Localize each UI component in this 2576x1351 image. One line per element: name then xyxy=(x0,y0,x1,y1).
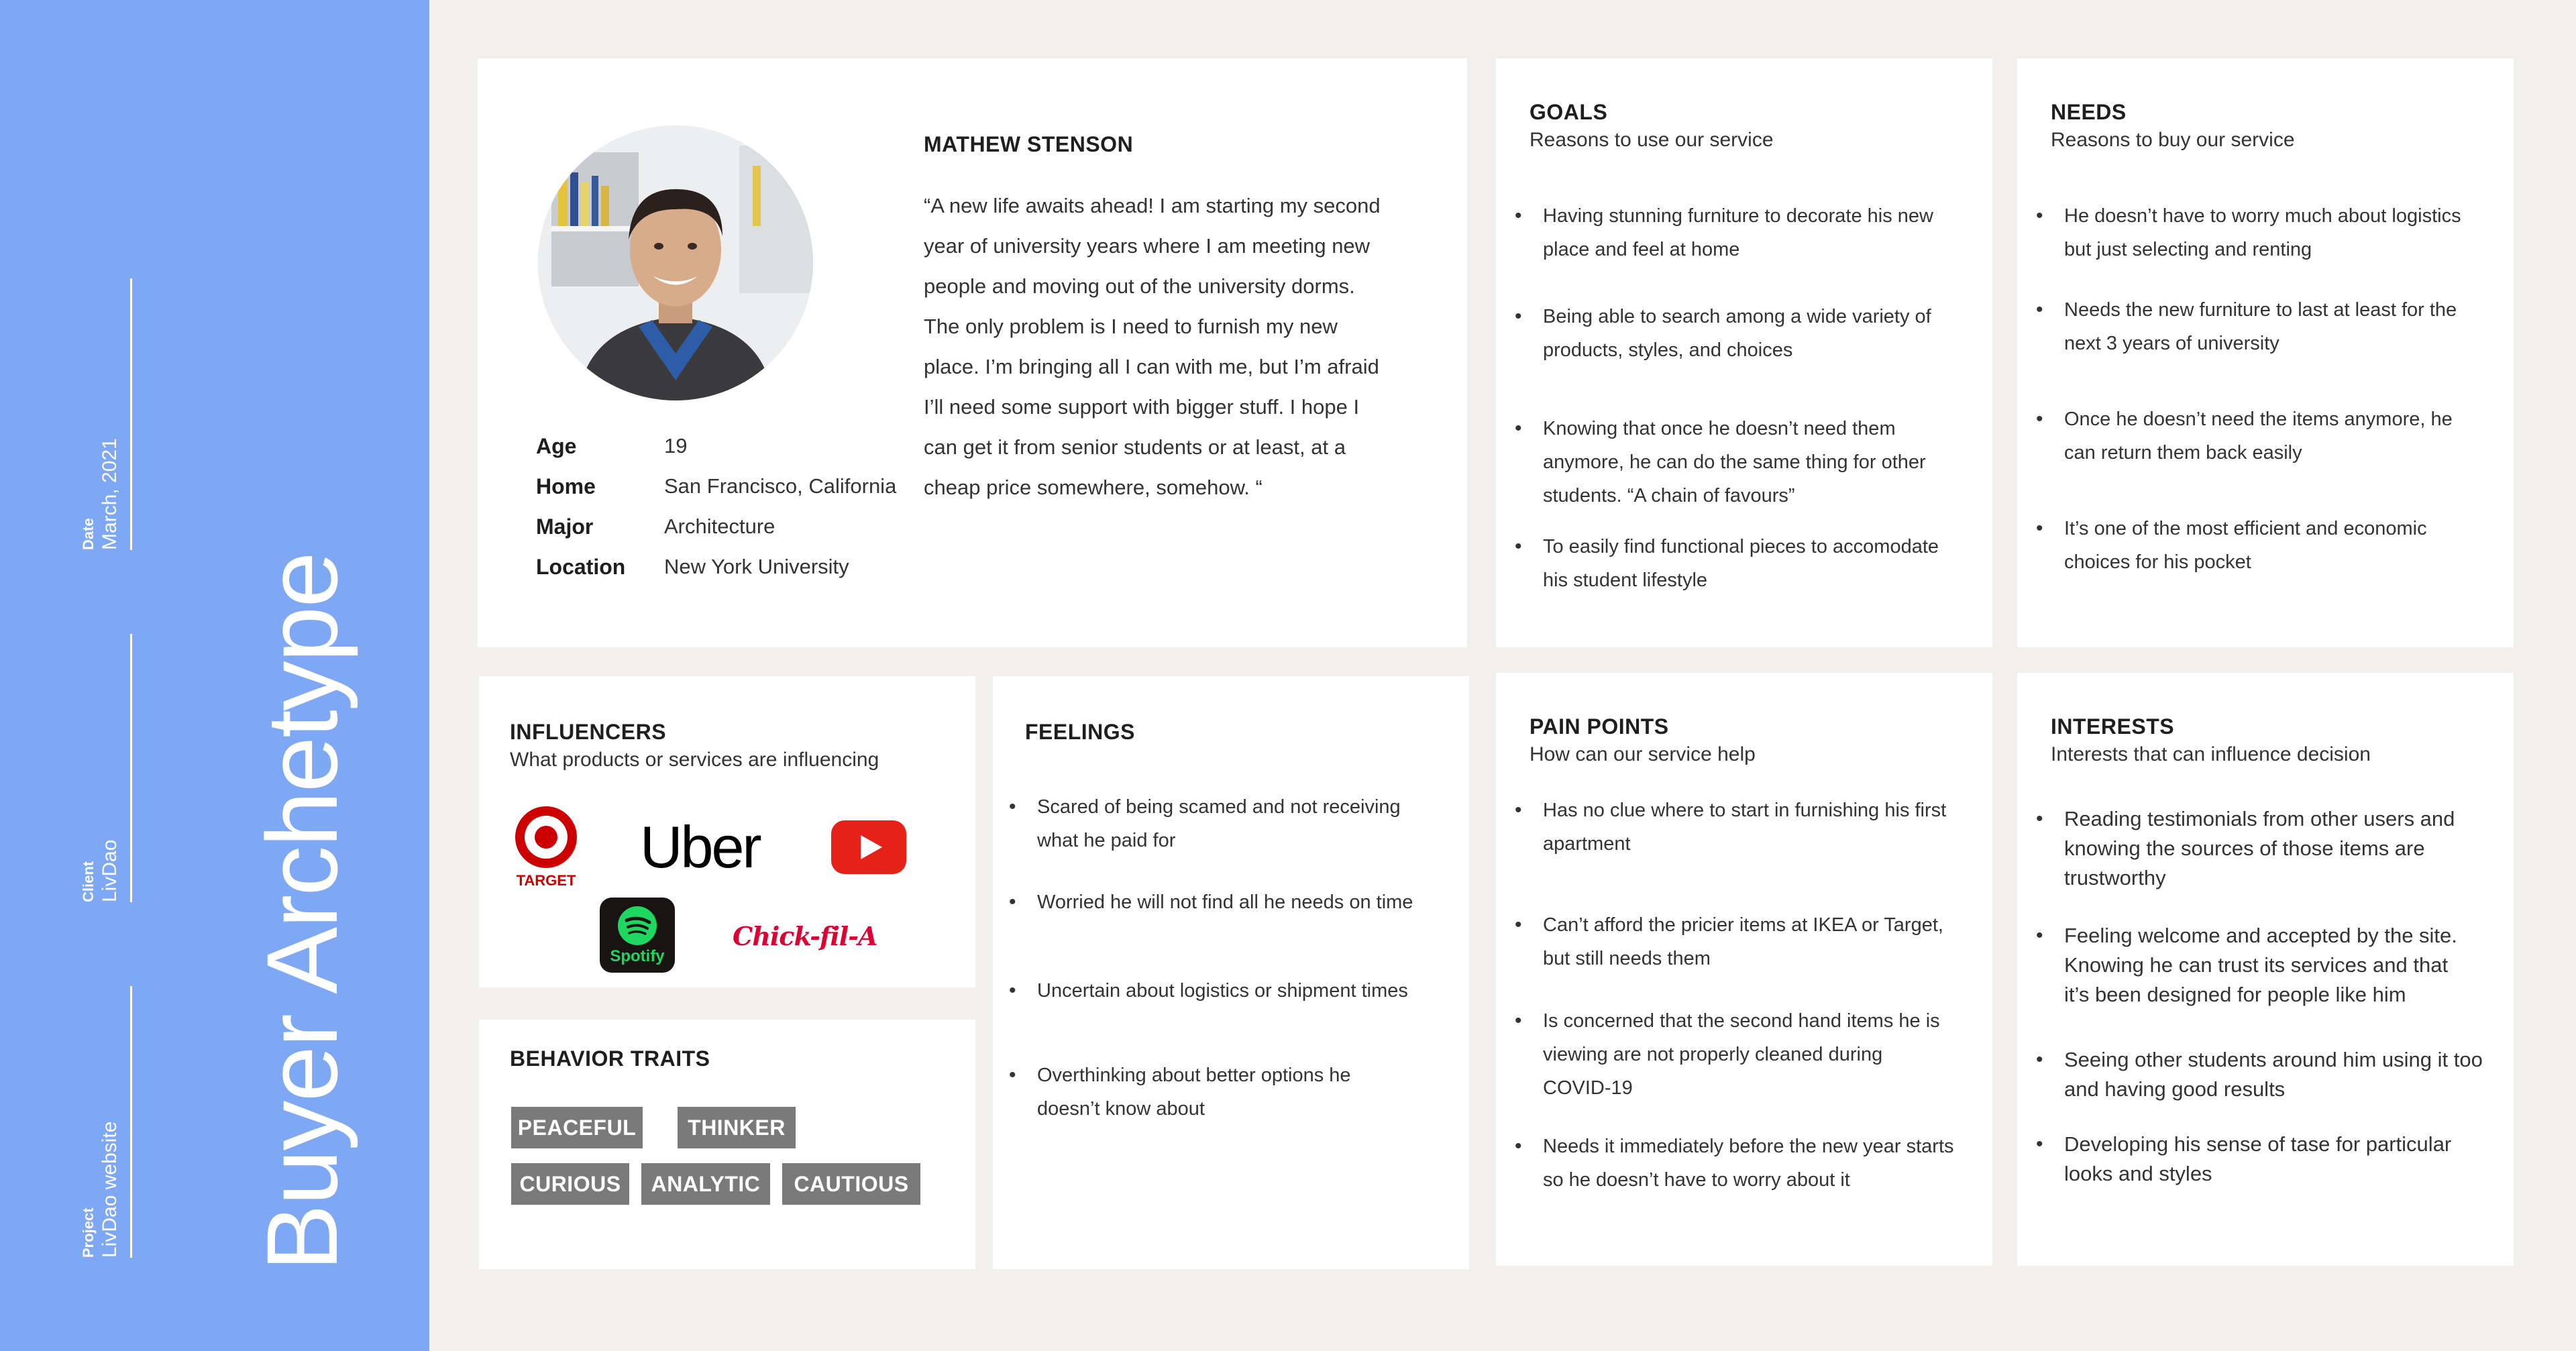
persona-name: MATHEW STENSON xyxy=(924,132,1134,156)
project-divider xyxy=(130,986,132,1258)
list-item-line: • Developing his sense of tase for particular xyxy=(2064,1132,2452,1156)
list-item xyxy=(1511,530,1980,597)
detail-label: Major xyxy=(536,515,594,539)
trait-tag-thinker: THINKER xyxy=(678,1107,796,1148)
trait-tag-cautious: CAUTIOUS xyxy=(782,1163,920,1205)
list-item xyxy=(1511,412,1980,512)
list-item-line: it’s been designed for people like him xyxy=(2064,983,2406,1006)
list-item-line: • Feeling welcome and accepted by the site. xyxy=(2064,924,2457,947)
list-item xyxy=(2032,199,2502,266)
target-icon xyxy=(513,805,580,872)
pain-points-card xyxy=(1496,673,1992,1266)
list-item-line: looks and styles xyxy=(2064,1162,2212,1185)
list-item-line: his student lifestyle xyxy=(1543,570,1708,591)
detail-value: Architecture xyxy=(664,515,775,538)
list-item-line: what he paid for xyxy=(1037,830,1176,851)
detail-value: San Francisco, California xyxy=(664,474,897,498)
date-meta xyxy=(79,438,122,550)
detail-value: New York University xyxy=(664,555,849,578)
behavior-card xyxy=(479,1020,975,1269)
sidebar xyxy=(0,0,429,1351)
detail-label: Location xyxy=(536,555,626,579)
client-label: Client xyxy=(80,861,97,902)
list-item xyxy=(2032,402,2502,470)
persona-quote xyxy=(924,186,1454,508)
list-item-line: products, styles, and choices xyxy=(1543,339,1793,361)
date-divider xyxy=(130,278,132,550)
client-divider xyxy=(130,634,132,902)
list-item-line: COVID-19 xyxy=(1543,1077,1633,1099)
list-item-line: • He doesn’t have to worry much about logistics xyxy=(2064,205,2461,227)
list-item xyxy=(2032,1045,2502,1104)
list-item-line: viewing are not properly cleaned during xyxy=(1543,1044,1883,1065)
uber-logo: Uber xyxy=(640,814,760,880)
list-item-line: apartment xyxy=(1543,833,1631,855)
list-item-line: but still needs them xyxy=(1543,948,1711,969)
feelings-card xyxy=(993,676,1469,1269)
list-item-line: • Needs the new furniture to last at least for the xyxy=(2064,299,2457,321)
needs-card xyxy=(2017,58,2514,647)
list-item-line: • Reading testimonials from other users and xyxy=(2064,807,2455,830)
target-wordmark: TARGET xyxy=(516,872,576,889)
chickfila-logo: Chick-fil-A xyxy=(733,921,877,951)
list-item-line: • Overthinking about better options he xyxy=(1037,1065,1351,1086)
list-item xyxy=(2032,512,2502,579)
quote-line: The only problem is I need to furnish my new xyxy=(924,315,1338,338)
quote-line: year of university years where I am meeting new xyxy=(924,234,1371,258)
list-item-line: students. “A chain of favours” xyxy=(1543,485,1795,506)
list-item xyxy=(1511,1004,1980,1105)
feelings-heading: FEELINGS xyxy=(1025,720,1136,744)
list-item xyxy=(1511,908,1980,975)
list-item xyxy=(2032,804,2502,893)
list-item-line: • Can’t afford the pricier items at IKEA or Target, xyxy=(1543,914,1943,936)
list-item-line: doesn’t know about xyxy=(1037,1098,1205,1120)
quote-line: cheap price somewhere, somehow. “ xyxy=(924,476,1263,499)
list-item-line: so he doesn’t have to worry about it xyxy=(1543,1169,1850,1191)
list-item-line: knowing the sources of those items are xyxy=(2064,836,2425,860)
avatar xyxy=(538,125,813,400)
list-item-line: • Scared of being scamed and not receiving xyxy=(1037,796,1401,818)
pain-points-heading: PAIN POINTS xyxy=(1529,714,1669,739)
spotify-logo xyxy=(600,898,675,973)
list-item-line: • Worried he will not find all he needs on time xyxy=(1037,891,1413,913)
list-item xyxy=(1005,974,1461,1008)
list-item-line: anymore, he can do the same thing for other xyxy=(1543,451,1926,473)
list-item-line: • Needs it immediately before the new year starts xyxy=(1543,1136,1954,1157)
influencers-heading: INFLUENCERS xyxy=(510,720,667,744)
list-item-line: • Has no clue where to start in furnishing his first xyxy=(1543,800,1947,821)
influencers-subheading: What products or services are influencing xyxy=(510,749,879,771)
list-item xyxy=(1511,300,1980,367)
project-label: Project xyxy=(80,1207,97,1258)
project-meta xyxy=(79,1121,122,1258)
list-item xyxy=(2032,293,2502,360)
list-item-line: • Knowing that once he doesn’t need them xyxy=(1543,418,1896,439)
trait-tag-analytic: ANALYTIC xyxy=(641,1163,770,1205)
list-item-line: Knowing he can trust its services and that xyxy=(2064,953,2449,977)
youtube-icon xyxy=(831,820,906,874)
list-item-line: • Is concerned that the second hand items he is xyxy=(1543,1010,1940,1032)
detail-value: 19 xyxy=(664,434,688,457)
spotify-icon xyxy=(617,906,657,946)
pain-points-subheading: How can our service help xyxy=(1529,743,1756,765)
quote-line: can get it from senior students or at least, at a xyxy=(924,435,1346,459)
client-meta xyxy=(79,822,122,902)
list-item xyxy=(1005,885,1461,919)
profile-card xyxy=(478,58,1467,647)
list-item xyxy=(2032,921,2502,1010)
list-item xyxy=(2032,1130,2502,1189)
quote-line: place. I’m bringing all I can with me, but I’m afraid xyxy=(924,355,1379,378)
influencers-card xyxy=(479,676,975,987)
list-item-line: • Once he doesn’t need the items anymore, he xyxy=(2064,409,2453,430)
goals-subheading: Reasons to use our service xyxy=(1529,129,1774,151)
date-value: March, 2021 xyxy=(99,438,121,550)
interests-subheading: Interests that can influence decision xyxy=(2051,743,2371,765)
needs-subheading: Reasons to buy our service xyxy=(2051,129,2295,151)
goals-heading: GOALS xyxy=(1529,100,1608,124)
list-item-line: • Being able to search among a wide variety of xyxy=(1543,306,1931,327)
list-item-line: • It’s one of the most efficient and economic xyxy=(2064,518,2427,539)
project-value: LivDao website xyxy=(99,1121,121,1258)
behavior-heading: BEHAVIOR TRAITS xyxy=(510,1046,710,1071)
list-item xyxy=(1511,794,1980,861)
list-item-line: next 3 years of university xyxy=(2064,333,2279,354)
needs-heading: NEEDS xyxy=(2051,100,2127,124)
quote-line: “A new life awaits ahead! I am starting my second xyxy=(924,194,1381,217)
detail-label: Age xyxy=(536,434,577,458)
quote-line: I’ll need some support with bigger stuff. I hope I xyxy=(924,395,1360,419)
list-item-line: choices for his pocket xyxy=(2064,551,2251,573)
list-item-line: trustworthy xyxy=(2064,866,2166,889)
list-item-line: place and feel at home xyxy=(1543,239,1740,260)
target-logo xyxy=(513,805,580,892)
list-item-line: but just selecting and renting xyxy=(2064,239,2312,260)
list-item-line: • Uncertain about logistics or shipment times xyxy=(1037,980,1408,1002)
detail-label: Home xyxy=(536,474,596,498)
list-item xyxy=(1005,790,1461,857)
trait-tag-peaceful: PEACEFUL xyxy=(511,1107,643,1148)
interests-card xyxy=(2017,673,2514,1266)
client-value: LivDao xyxy=(99,839,121,902)
list-item-line: • Having stunning furniture to decorate his new xyxy=(1543,205,1933,227)
list-item-line: and having good results xyxy=(2064,1077,2286,1101)
interests-heading: INTERESTS xyxy=(2051,714,2175,739)
list-item xyxy=(1511,1130,1980,1197)
trait-tag-curious: CURIOUS xyxy=(511,1163,629,1205)
page-title: Buyer Archetype xyxy=(246,553,358,1271)
list-item-line: • Seeing other students around him using it too xyxy=(2064,1048,2483,1071)
list-item xyxy=(1005,1059,1461,1126)
goals-card xyxy=(1496,58,1992,647)
date-label: Date xyxy=(80,518,97,550)
quote-line: people and moving out of the university dorms. xyxy=(924,274,1355,298)
list-item-line: • To easily find functional pieces to accomodate xyxy=(1543,536,1939,557)
list-item-line: can return them back easily xyxy=(2064,442,2302,464)
list-item xyxy=(1511,199,1980,266)
spotify-wordmark: Spotify xyxy=(610,947,665,965)
